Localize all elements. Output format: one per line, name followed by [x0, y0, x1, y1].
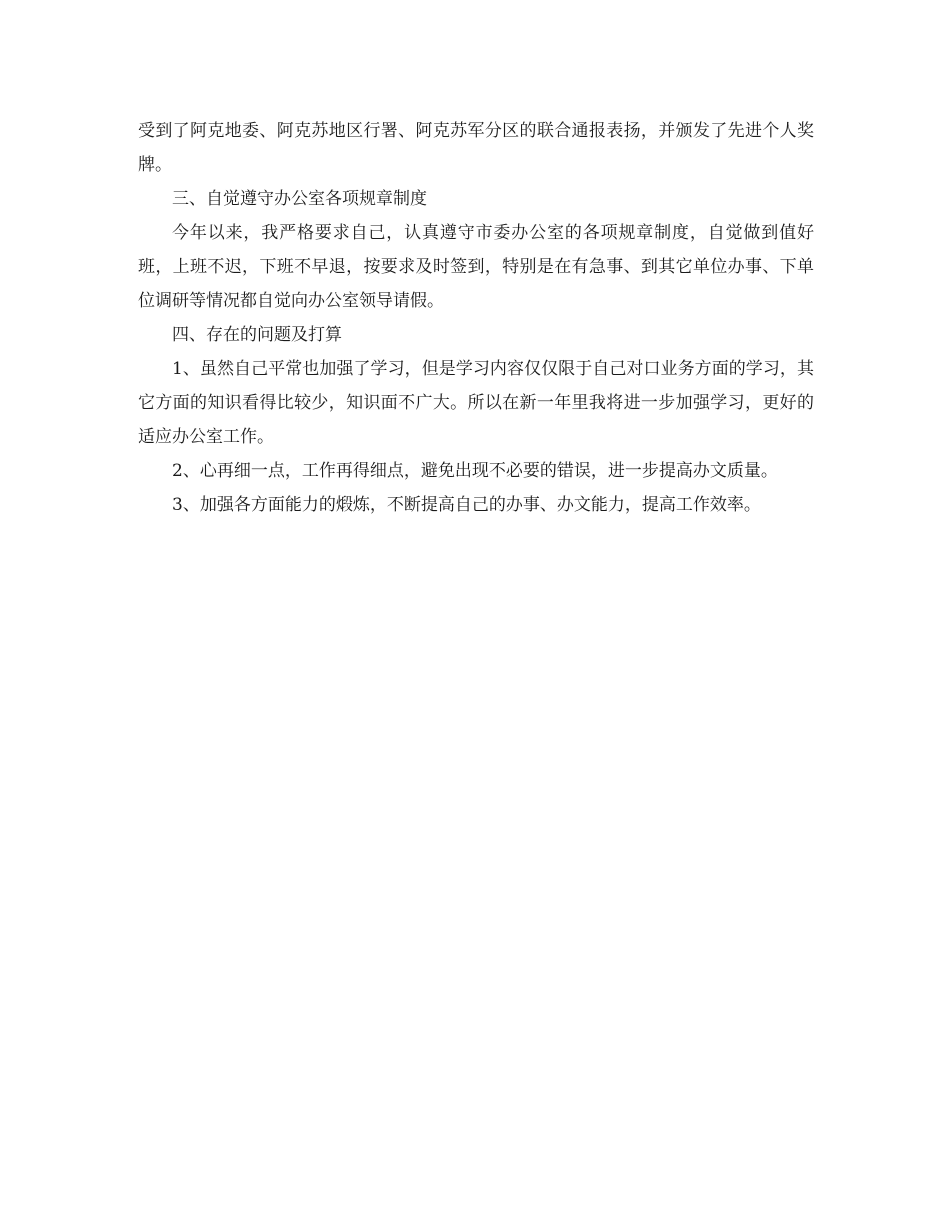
paragraph-continuation: 受到了阿克地委、阿克苏地区行署、阿克苏军分区的联合通报表扬，并颁发了先进个人奖牌。 [138, 121, 814, 175]
paragraph-item-1: 1、虽然自己平常也加强了学习，但是学习内容仅仅限于自己对口业务方面的学习，其它方面的知识看得比较少，知识面不广大。所以在新一年里我将进一步加强学习，更好的适应办公室工作。 [138, 359, 814, 447]
section-heading-problems: 四、存在的问题及打算 [172, 325, 342, 345]
paragraph-item-3: 3、加强各方面能力的煅炼，不断提高自己的办事、办文能力，提高工作效率。 [172, 495, 761, 515]
paragraph-rules: 今年以来，我严格要求自己，认真遵守市委办公室的各项规章制度，自觉做到值好班，上班不迟，下班不早退，按要求及时签到，特别是在有急事、到其它单位办事、下单位调研等情况都自觉向办公室领导请假。 [138, 223, 814, 311]
paragraph-item-2: 2、心再细一点，工作再得细点，避免出现不必要的错误，进一步提高办文质量。 [172, 461, 778, 481]
document-body [138, 114, 814, 522]
section-heading-rules: 三、自觉遵守办公室各项规章制度 [172, 189, 427, 209]
